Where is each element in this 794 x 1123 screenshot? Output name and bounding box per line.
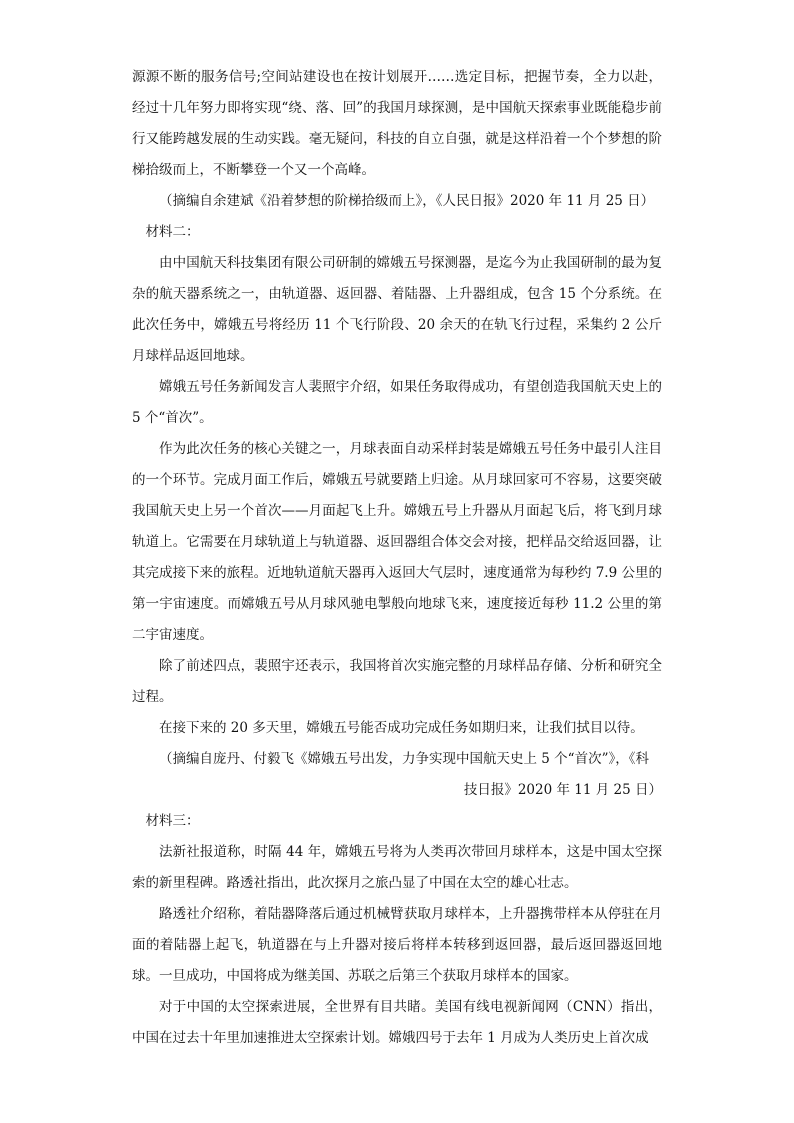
material2-paragraph-1: 由中国航天科技集团有限公司研制的嫦娥五号探测器，是迄今为止我国研制的最为复杂的航天器系统之一，由轨道器、返回器、着陆器、上升器组成，包含 15 个分系统。在此次任务中，嫦娥五号将经历 11 个飞行阶段、20 余天的在轨飞行过程，采集约 2 公斤月球样品返回地球。 <box>132 255 662 364</box>
material2-citation-line-2: 技日报》2020 年 11 月 25 日） <box>463 782 662 798</box>
document-body <box>132 62 662 1054</box>
material3-paragraph-3: 对于中国的太空探索进展，全世界有目共睹。美国有线电视新闻网（CNN）指出，中国在过去十年里加速推进太空探索计划。嫦娥四号于去年 1 月成为人类历史上首次成 <box>132 999 662 1046</box>
material2-paragraph-5: 在接下来的 20 多天里，嫦娥五号能否成功完成任务如期归来，让我们拭目以待。 <box>159 720 644 736</box>
material3-paragraph-1: 法新社报道称，时隔 44 年，嫦娥五号将为人类再次带回月球样本，这是中国太空探索的新里程碑。路透社指出，此次探月之旅凸显了中国在太空的雄心壮志。 <box>132 844 662 891</box>
material2-citation-line-1: （摘编自庞丹、付毅飞《嫦娥五号出发，力争实现中国航天史上 5 个“首次”》，《科 <box>159 751 649 767</box>
material2-heading: 材料二： <box>145 224 200 240</box>
material2-paragraph-2: 嫦娥五号任务新闻发言人裴照宇介绍，如果任务取得成功，有望创造我国航天史上的 5 个“首次”。 <box>132 379 662 426</box>
material1-citation: （摘编自余建斌《沿着梦想的阶梯拾级而上》，《人民日报》2020 年 11 月 25 日） <box>159 193 655 209</box>
material2-paragraph-3: 作为此次任务的核心关键之一，月球表面自动采样封装是嫦娥五号任务中最引人注目的一个环节。完成月面工作后，嫦娥五号就要踏上归途。从月球回家可不容易，这要突破我国航天史上另一个首次——月面起飞上升。嫦娥五号上升器从月面起飞后，将飞到月球轨道上。它需要在月球轨道上与轨道器、返回器组合体交会对接，把样品交给返回器，让其完成接下来的旅程。近地轨道航天器再入返回大气层时，速度通常为每秒约 7.9 公里的第一宇宙速度。而嫦娥五号从月球风驰电掣般向地球飞来，速度接近每秒 11.2 公里的第二宇宙速度。 <box>132 441 662 643</box>
material3-paragraph-2: 路透社介绍称，着陆器降落后通过机械臂获取月球样本，上升器携带样本从停驻在月面的着陆器上起飞，轨道器在与上升器对接后将样本转移到返回器，最后返回器返回地球。一旦成功，中国将成为继美国、苏联之后第三个获取月球样本的国家。 <box>132 906 662 984</box>
material3-heading: 材料三： <box>145 813 200 829</box>
material1-paragraph-tail: 源源不断的服务信号;空间站建设也在按计划展开……选定目标，把握节奏，全力以赴，经过十几年努力即将实现“绕、落、回”的我国月球探测，是中国航天探索事业既能稳步前行又能跨越发展的生动实践。毫无疑问，科技的自立自强，就是这样沿着一个个梦想的阶梯拾级而上，不断攀登一个又一个高峰。 <box>132 69 662 178</box>
material2-paragraph-4: 除了前述四点，裴照宇还表示，我国将首次实施完整的月球样品存储、分析和研究全过程。 <box>132 658 662 705</box>
